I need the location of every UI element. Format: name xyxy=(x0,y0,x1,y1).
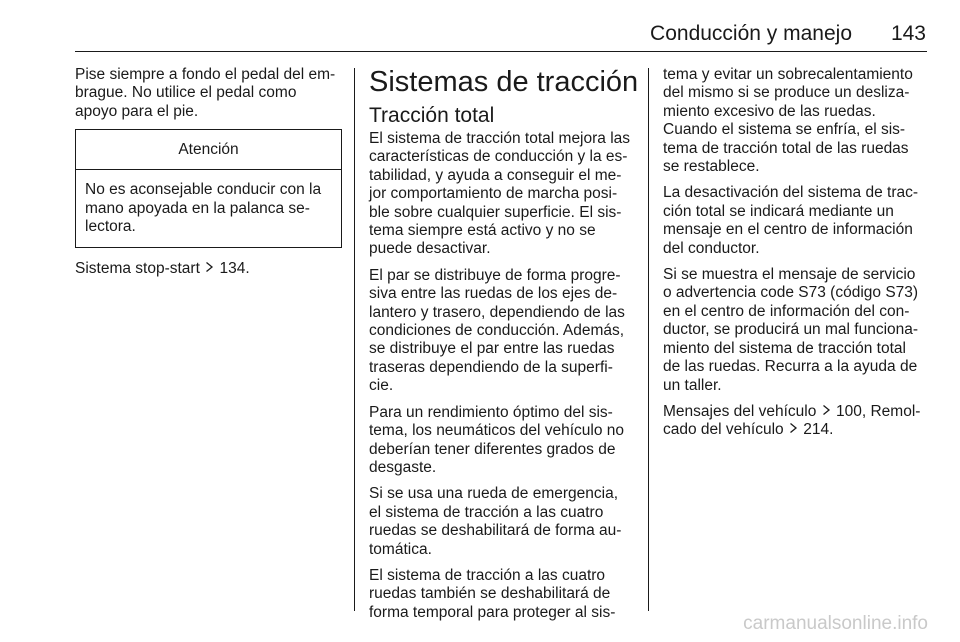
text-line: El sistema de tracción a las cuatro xyxy=(369,566,606,584)
cross-reference xyxy=(75,260,342,278)
paragraph xyxy=(663,184,927,258)
text-line: puede desactivar. xyxy=(369,240,491,258)
text-line: Pise siempre a fondo el pedal del em- xyxy=(75,66,336,83)
cross-reference-arrow-icon xyxy=(822,403,831,421)
text-line: deberían tener diferentes grados de xyxy=(369,440,616,458)
text-line: ductor, se producirá un mal funciona- xyxy=(663,321,919,339)
reference-text: Sistema stop-start xyxy=(75,260,200,278)
text-line: ruedas se deshabilitará de forma au- xyxy=(369,522,622,540)
text-line: de las ruedas. Recurra a la ayuda de xyxy=(663,358,918,376)
text-line: ción total se indicará mediante un xyxy=(663,202,894,220)
reference-page-link[interactable]: 134. xyxy=(219,260,250,278)
text-line: cie. xyxy=(369,377,394,395)
text-line: brague. No utilice el pedal como xyxy=(75,84,297,102)
text-line: apoyo para el pie. xyxy=(75,102,199,120)
paragraph xyxy=(663,266,927,395)
text-line: tema siempre está activo y no se xyxy=(369,222,596,240)
text-line: siva entre las ruedas de los ejes de- xyxy=(369,285,618,303)
text-line: del mismo si se produce un desliza- xyxy=(663,84,910,102)
cross-reference xyxy=(663,403,927,440)
text-line: El sistema de tracción total mejora las xyxy=(369,130,631,147)
text-line: en el centro de información del con- xyxy=(663,302,910,320)
text-line: Si se muestra el mensaje de servicio xyxy=(663,266,916,284)
text-line: lectora. xyxy=(85,218,136,236)
paragraph xyxy=(369,404,634,478)
text-line: tema, los neumáticos del vehículo no xyxy=(369,422,625,440)
subsection-heading: Tracción total xyxy=(369,104,495,127)
header-rule xyxy=(75,51,927,52)
text-line: Cuando el sistema se enfría, el sis- xyxy=(663,121,906,139)
reference-text: cado del vehículo xyxy=(663,421,784,439)
text-line: desgaste. xyxy=(369,458,437,476)
text-line xyxy=(663,403,927,421)
text-line: o advertencia code S73 (código S73) xyxy=(663,284,919,302)
text-line: lantero y trasero, dependiendo de las xyxy=(369,303,625,321)
attention-title: Atención xyxy=(76,130,341,170)
text-line: tabilidad, y ayuda a conseguir el me- xyxy=(369,166,622,184)
paragraph xyxy=(663,66,927,176)
column-divider xyxy=(648,68,649,611)
reference-text: Mensajes del vehículo xyxy=(663,402,817,420)
cross-reference-arrow-icon xyxy=(789,421,798,439)
text-line: ble sobre cualquier superficie. El sis- xyxy=(369,203,622,221)
paragraph xyxy=(369,130,634,259)
text-line: se distribuye el par entre las ruedas xyxy=(369,340,615,358)
text-line: La desactivación del sistema de trac- xyxy=(663,184,919,202)
section-heading: Sistemas de tracción xyxy=(369,66,639,98)
text-line: un taller. xyxy=(663,376,722,394)
reference-page-link[interactable]: 214. xyxy=(803,421,834,439)
watermark: carmanualsonline.info xyxy=(743,613,928,634)
section-title: Conducción y manejo xyxy=(650,22,852,45)
attention-box xyxy=(75,129,342,248)
text-line: tema y evitar un sobrecalentamiento xyxy=(663,66,913,83)
text-line: No es aconsejable conducir con la xyxy=(85,181,322,199)
page-number: 143 xyxy=(890,22,926,45)
cross-reference-arrow-icon xyxy=(205,260,214,278)
text-line: tomática. xyxy=(369,540,432,558)
column-middle xyxy=(369,66,639,630)
text-line: el sistema de tracción a las cuatro xyxy=(369,503,604,521)
intro-paragraph xyxy=(75,66,342,121)
column-left xyxy=(75,66,342,287)
text-line: El par se distribuye de forma progre- xyxy=(369,266,621,284)
text-line: se restablece. xyxy=(663,158,760,176)
text-line: tema de tracción total de las ruedas xyxy=(663,139,909,157)
column-right xyxy=(663,66,927,448)
text-line: Para un rendimiento óptimo del sis- xyxy=(369,403,613,421)
text-line: miento excesivo de las ruedas. xyxy=(663,102,876,120)
column-divider xyxy=(354,68,355,611)
text-line: Si se usa una rueda de emergencia, xyxy=(369,485,619,503)
reference-page-link[interactable]: 100, Remol- xyxy=(836,402,921,420)
text-line: miento del sistema de tracción total xyxy=(663,339,906,357)
text-line: mano apoyada en la palanca se- xyxy=(85,199,310,217)
attention-body xyxy=(76,170,341,247)
text-line: jor comportamiento de marcha posi- xyxy=(369,185,618,203)
text-line: del conductor. xyxy=(663,239,760,257)
text-line: forma temporal para proteger al sis- xyxy=(369,603,616,621)
text-line: condiciones de conducción. Además, xyxy=(369,322,625,340)
text-line: traseras dependiendo de la superfi- xyxy=(369,358,613,376)
text-line: características de conducción y la es- xyxy=(369,148,628,166)
text-line xyxy=(663,421,927,439)
paragraph xyxy=(369,567,634,622)
text-line: ruedas también se deshabilitará de xyxy=(369,585,611,603)
paragraph xyxy=(369,485,634,559)
text-line: mensaje en el centro de información xyxy=(663,221,913,239)
paragraph xyxy=(369,267,634,396)
